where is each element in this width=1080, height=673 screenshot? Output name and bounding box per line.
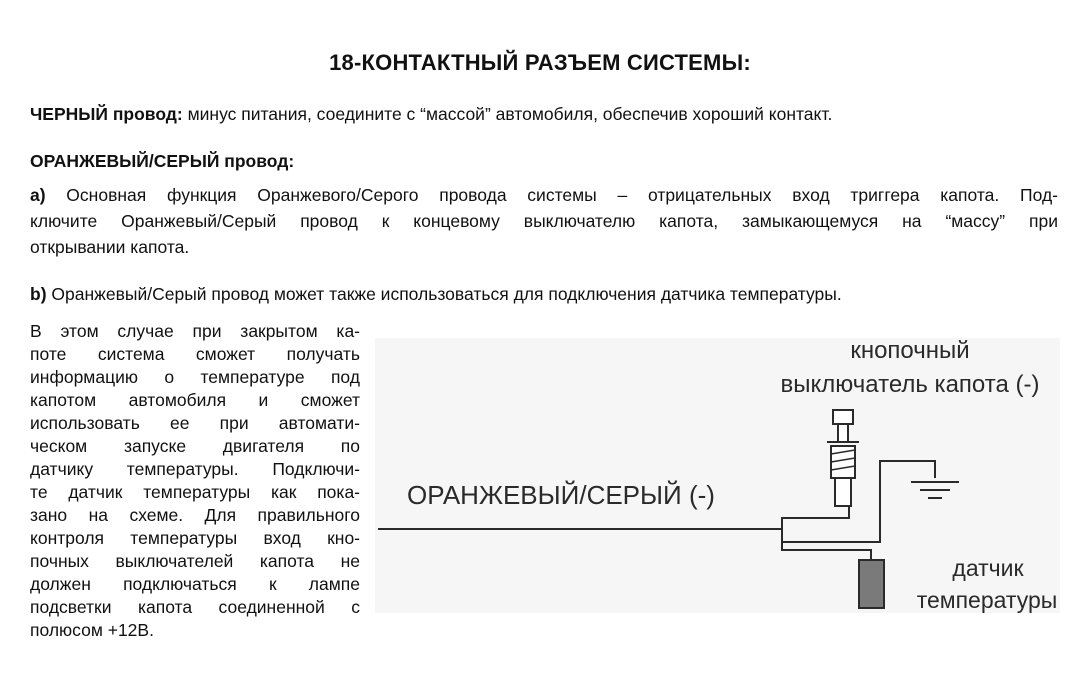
paragraph-a-label: a) — [30, 185, 46, 205]
side-line: почных выключателей капота не — [30, 551, 360, 571]
wire-label: ОРАНЖЕВЫЙ/СЕРЫЙ (-) — [407, 480, 715, 510]
black-wire-text: минус питания, соедините с “массой” автомобиля, обеспечив хороший контакт. — [182, 104, 833, 124]
side-line: датчику температуры. Подключи- — [30, 459, 360, 479]
side-paragraph — [30, 320, 360, 642]
side-line: капотом автомобиля и сможет — [30, 390, 360, 410]
side-line: ческом запуске двигателя по — [30, 436, 360, 456]
paragraph-b-label: b) — [30, 284, 47, 304]
paragraph-b-text: Оранжевый/Серый провод может также использоваться для подключения датчика температуры. — [46, 284, 842, 304]
orange-gray-paragraph-a — [30, 182, 1058, 260]
black-wire-paragraph — [30, 101, 1060, 127]
sensor-label-line-2: температуры — [916, 587, 1058, 613]
side-line: информацию о температуре под — [30, 367, 360, 387]
side-line: поте система сможет получать — [30, 344, 360, 364]
wiring-diagram — [375, 330, 1065, 620]
orange-gray-heading: ОРАНЖЕВЫЙ/СЕРЫЙ провод: — [30, 151, 295, 171]
sensor-label-line-1: датчик — [952, 555, 1024, 581]
page-title: 18-КОНТАКТНЫЙ РАЗЪЕМ СИСТЕМЫ: — [329, 50, 751, 75]
side-line: В этом случае при закрытом ка- — [30, 321, 360, 341]
switch-label-line-2: выключатель капота (-) — [780, 371, 1040, 398]
side-line: использовать ее при автомати- — [30, 413, 360, 433]
black-wire-label: ЧЕРНЫЙ провод: — [30, 104, 183, 124]
paragraph-a-line: открывании капота. — [30, 237, 190, 257]
orange-gray-paragraph-b — [30, 281, 1060, 307]
side-line: полюсом +12В. — [30, 620, 154, 640]
side-line: подсветки капота соединенной с — [30, 597, 360, 617]
paragraph-a-line: ключите Оранжевый/Серый провод к концевому выключателю капота, замыкающемуся на “массу” при — [30, 211, 1058, 231]
switch-label-line-1: кнопочный — [850, 337, 970, 364]
side-line: зано на схеме. Для правильного — [30, 505, 360, 525]
side-line: те датчик температуры как пока- — [30, 482, 360, 502]
temperature-sensor-icon — [859, 560, 884, 608]
wiring-diagram-svg — [375, 330, 1065, 620]
paragraph-a-line: a) Основная функция Оранжевого/Серого провода системы – отрицательных вход триггера капота. Под- — [30, 185, 1058, 205]
side-line: контроля температуры вход кно- — [30, 528, 360, 548]
side-line: должен подключаться к лампе — [30, 574, 360, 594]
